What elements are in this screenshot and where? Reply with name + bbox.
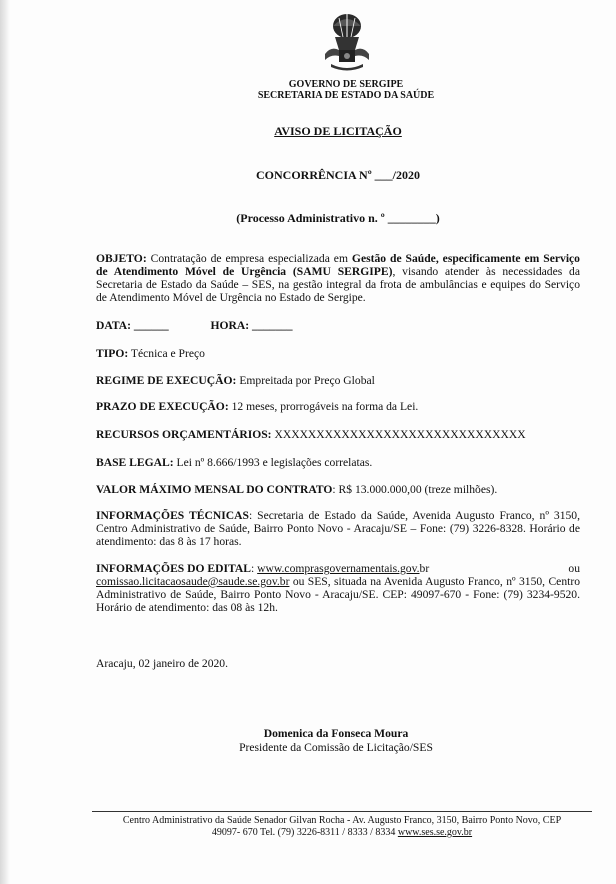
- objeto-label: OBJETO:: [96, 252, 147, 265]
- email-link[interactable]: comissao.licitacaosaude@saude.se.gov.br: [96, 575, 290, 588]
- comprasgov-link-end: br: [419, 562, 430, 575]
- objeto-text-1: Contratação de empresa especializada em: [146, 252, 352, 265]
- tipo-line: [96, 347, 580, 360]
- footer-address: [92, 815, 592, 839]
- hora-field: HORA: _______: [210, 319, 293, 332]
- date-line: Aracaju, 02 janeiro de 2020.: [96, 657, 228, 670]
- recursos-value: XXXXXXXXXXXXXXXXXXXXXXXXXXXXXX: [271, 428, 526, 441]
- page-edge-shadow: [0, 0, 10, 884]
- objeto-text-2: , visando atender às necessidades da Secretaria de Estado da Saúde – SES, na gestão integral da frota de ambulâncias e equipes do Serviço de Atendimento Móvel de Urgência no Estado de Sergipe.: [96, 265, 580, 304]
- data-field: DATA: ______: [96, 319, 169, 332]
- footer-phone: 49097- 670 Tel. (79) 3226-8311 / 8333 / 8334: [211, 827, 398, 838]
- prazo-value: 12 meses, prorrogáveis na forma da Lei.: [228, 400, 419, 413]
- government-header: GOVERNO DE SERGIPE: [288, 79, 404, 90]
- regime-label: REGIME DE EXECUÇÃO:: [96, 374, 237, 387]
- ou-word: ou: [568, 562, 580, 575]
- data-hora-line: [96, 319, 580, 332]
- base-legal-line: [96, 456, 580, 469]
- base-legal-value: Lei nº 8.666/1993 e legislações correlatas.: [173, 456, 373, 469]
- footer-divider: [92, 811, 592, 812]
- regime-line: [96, 374, 580, 387]
- valor-label: VALOR MÁXIMO MENSAL DO CONTRATO: [96, 483, 333, 496]
- info-edital-value: ou SES, situada na Avenida Augusto Franco, nº 3150, Centro Administrativo de Saúde, Bairro Ponto Novo - Aracaju/SE. CEP: 49097-670 - Fone: (79) 3234-9520. Horário de atendimento: das 08 às 12h.: [96, 575, 580, 614]
- objeto-bold-text: Gestão de Saúde, especificamente em Serviço de Atendimento Móvel de Urgência (SAMU SERGIPE): [96, 252, 580, 278]
- concorrencia-line: CONCORRÊNCIA Nº ___/2020: [256, 168, 420, 182]
- objeto-paragraph: [96, 252, 580, 304]
- tipo-label: TIPO:: [96, 347, 129, 360]
- signature-name: Domenica da Fonseca Moura: [263, 727, 409, 740]
- info-edital-colon: :: [251, 562, 258, 575]
- tipo-value: Técnica e Preço: [128, 347, 205, 360]
- footer-line-1: Centro Administrativo da Saúde Senador Gilvan Rocha - Av. Augusto Franco, 3150, Bairro Ponto Novo, CEP: [122, 815, 562, 826]
- secretariat-header: SECRETARIA DE ESTADO DA SAÚDE: [257, 90, 435, 101]
- comprasgov-link[interactable]: www.comprasgovernamentais.gov.: [257, 562, 420, 575]
- ses-website-link[interactable]: www.ses.se.gov.br: [397, 827, 473, 838]
- footer-line-2: [92, 827, 592, 839]
- valor-value: : R$ 13.000.000,00 (treze milhões).: [332, 483, 498, 496]
- base-legal-label: BASE LEGAL:: [96, 456, 174, 469]
- info-tecnicas-value: : Secretaria de Estado da Saúde, Avenida Augusto Franco, nº 3150, Centro Administrativo de Saúde, Bairro Ponto Novo - Aracaju/SE – Fone: (79) 3226-8328. Horário de atendimento: das 8 às 17 horas.: [96, 509, 580, 548]
- prazo-line: [96, 400, 580, 413]
- info-edital-label: INFORMAÇÕES DO EDITAL: [96, 562, 252, 575]
- info-edital-paragraph: [96, 562, 580, 614]
- processo-line: (Processo Administrativo n. º ________): [236, 211, 440, 225]
- signature-role: Presidente da Comissão de Licitação/SES: [239, 741, 433, 754]
- prazo-label: PRAZO DE EXECUÇÃO:: [96, 400, 229, 413]
- regime-value: Empreitada por Preço Global: [236, 374, 375, 387]
- info-tecnicas-paragraph: [96, 509, 580, 548]
- notice-title: AVISO DE LICITAÇÃO: [274, 124, 402, 138]
- sergipe-coat-of-arms-icon: [317, 10, 377, 74]
- recursos-line: [96, 428, 580, 441]
- recursos-label: RECURSOS ORÇAMENTÁRIOS:: [96, 428, 272, 441]
- valor-line: [96, 483, 580, 496]
- info-tecnicas-label: INFORMAÇÕES TÉCNICAS: [96, 509, 249, 522]
